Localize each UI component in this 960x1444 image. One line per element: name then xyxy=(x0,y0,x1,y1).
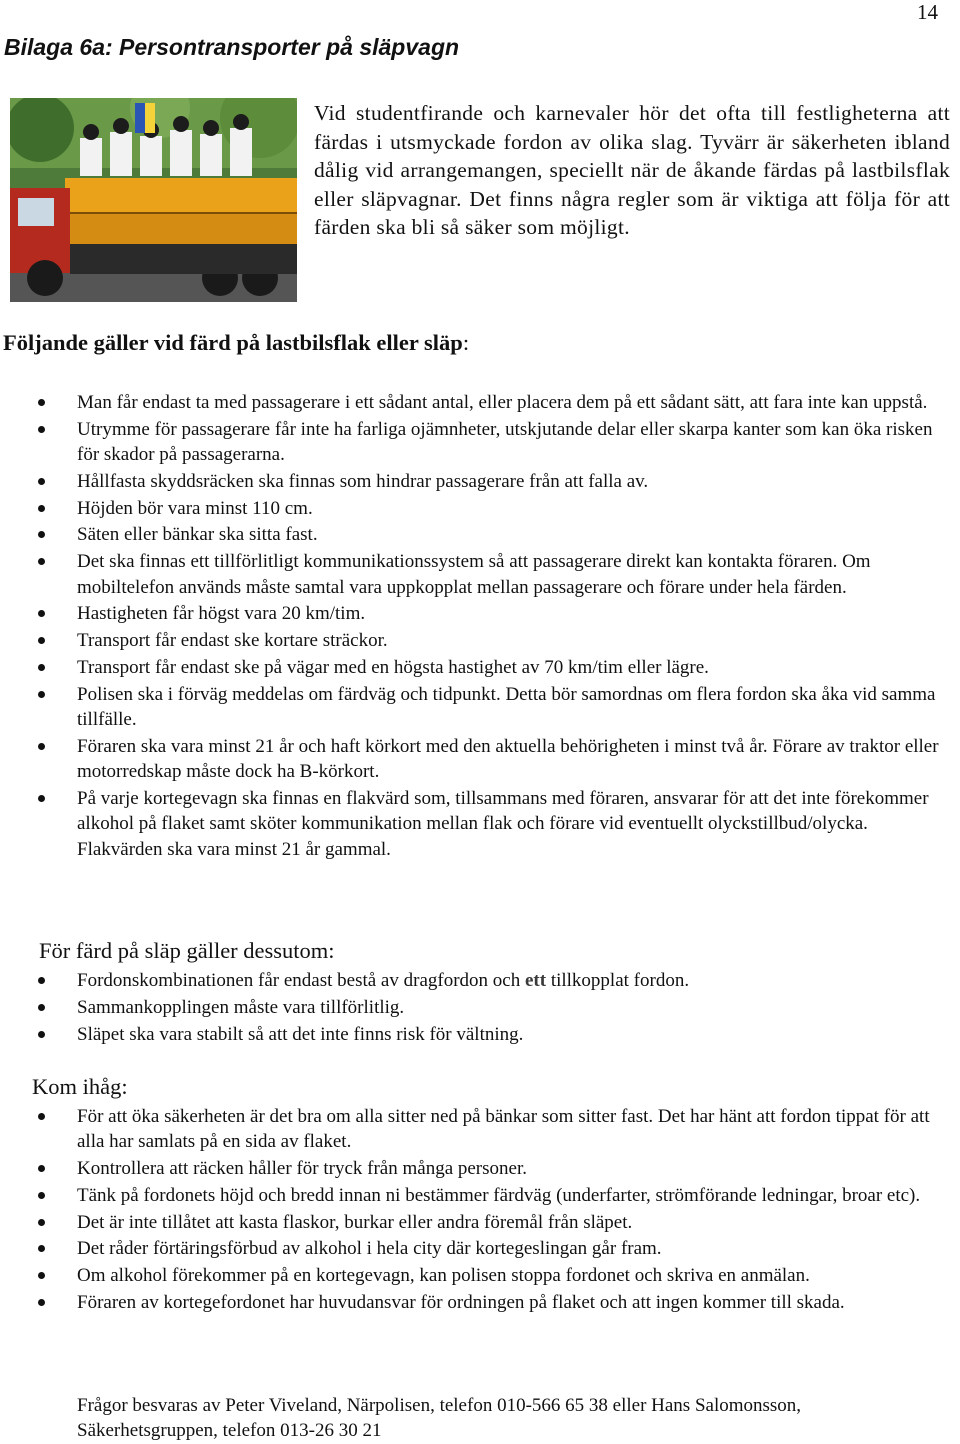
bullet-icon xyxy=(38,399,45,406)
list-item-text: Fordonskombinationen får endast bestå av dragfordon och xyxy=(77,970,525,991)
bullet-icon xyxy=(38,610,45,617)
flatbed-rules-list xyxy=(0,390,958,863)
list-item-text: För att öka säkerheten är det bra om alla sitter ned på bänkar som sitter fast. Det har hänt att fordon tippat för att alla har samlats på en sida av flaket. xyxy=(77,1106,930,1153)
list-item xyxy=(0,995,958,1020)
document-title: Bilaga 6a: Persontransporter på släpvagn xyxy=(4,34,460,60)
list-item xyxy=(0,1183,958,1208)
bullet-icon xyxy=(38,691,45,698)
list-item-text: Man får endast ta med passagerare i ett sådant antal, eller placera dem på ett sådant sätt, att fara inte kan uppstå. xyxy=(77,392,928,413)
bullet-icon xyxy=(38,426,45,433)
list-item-text: Det ska finnas ett tillförlitligt kommunikationssystem så att passagerare direkt kan kontakta föraren. Om mobiltelefon används måste samtal vara uppkopplat mellan passagerare och förare under hela färden. xyxy=(77,551,871,598)
page-number: 14 xyxy=(917,0,938,24)
bullet-icon xyxy=(38,478,45,485)
list-item-text: Det råder förtäringsförbud av alkohol i hela city där kortegeslingan går fram. xyxy=(77,1238,662,1260)
list-item-text: tillkopplat fordon. xyxy=(546,970,690,991)
list-item-text: Sammankopplingen måste vara tillförlitlig. xyxy=(77,996,405,1018)
bullet-icon xyxy=(38,1165,45,1172)
section-heading-remember: Kom ihåg: xyxy=(32,1074,128,1099)
list-item xyxy=(0,786,958,862)
section-heading-flatbed xyxy=(3,330,469,356)
bullet-icon xyxy=(38,1219,45,1226)
list-item-text: Föraren av kortegefordonet har huvudansvar för ordningen på flaket och att ingen kommer till skada. xyxy=(77,1292,845,1314)
list-item xyxy=(0,734,958,785)
list-item-text: Polisen ska i förväg meddelas om färdväg och tidpunkt. Detta bör samordnas om flera fordon ska åka vid samma tillfälle. xyxy=(77,683,936,731)
bullet-icon xyxy=(38,977,45,984)
list-item xyxy=(0,628,958,653)
bullet-icon xyxy=(38,1113,45,1120)
list-item xyxy=(0,522,958,547)
trailer-rules-list xyxy=(0,968,958,1048)
bullet-icon xyxy=(38,743,45,750)
list-item xyxy=(0,1236,958,1261)
bullet-icon xyxy=(38,1192,45,1199)
celebration-truck-photo xyxy=(10,98,297,302)
list-item-text: Det är inte tillåtet att kasta flaskor, burkar eller andra föremål från släpet. xyxy=(77,1211,633,1233)
list-item xyxy=(0,1263,958,1288)
list-item-text: Höjden bör vara minst 110 cm. xyxy=(77,497,313,519)
list-item-text: Utrymme för passagerare får inte ha farliga ojämnheter, utskjutande delar eller skarpa kanter som kan öka risken för skador på passagerarna. xyxy=(77,418,933,466)
remember-list xyxy=(0,1104,958,1317)
list-item xyxy=(0,1290,958,1315)
list-item-text: Släpet ska vara stabilt så att det inte finns risk för vältning. xyxy=(77,1023,524,1045)
list-item xyxy=(0,496,958,521)
list-item xyxy=(0,682,958,733)
list-item xyxy=(0,469,958,494)
bullet-icon xyxy=(38,1004,45,1011)
bullet-icon xyxy=(38,664,45,671)
list-item-text: På varje kortegevagn ska finnas en flakvärd som, tillsammans med föraren, ansvarar för att det inte förekommer alkohol på flaket samt sköter kommunikation mellan flak och förare vid eventuellt olyckstillbud/olycka. Flakvärden ska vara minst 21 år gammal. xyxy=(77,787,929,860)
list-item-text: Transport får endast ske på vägar med en högsta hastighet av 70 km/tim eller lägre. xyxy=(77,656,709,678)
list-item xyxy=(0,601,958,626)
list-item xyxy=(0,655,958,680)
bullet-icon xyxy=(38,1031,45,1038)
list-item xyxy=(0,1210,958,1235)
photo-illustration xyxy=(10,98,297,302)
list-item-text: Hastigheten får högst vara 20 km/tim. xyxy=(77,603,366,625)
list-item-text: Föraren ska vara minst 21 år och haft körkort med den aktuella behörigheten i minst två år. Förare av traktor eller motorredskap måste dock ha B-körkort. xyxy=(77,735,939,783)
list-item-text: Om alkohol förekommer på en kortegevagn, kan polisen stoppa fordonet och skriva en anmälan. xyxy=(77,1265,810,1287)
bullet-icon xyxy=(38,1299,45,1306)
bullet-icon xyxy=(38,1272,45,1279)
list-item-text: Hållfasta skyddsräcken ska finnas som hindrar passagerare från att falla av. xyxy=(77,470,649,492)
list-item xyxy=(0,968,958,993)
list-item-text: Kontrollera att räcken håller för tryck från många personer. xyxy=(77,1158,527,1180)
section-heading-text: Följande gäller vid färd på lastbilsflak eller släp xyxy=(3,330,463,355)
list-item xyxy=(0,390,958,415)
heading-colon: : xyxy=(462,330,470,355)
bullet-icon xyxy=(38,637,45,644)
emphasis-text: ett xyxy=(524,970,547,991)
list-item-text: Säten eller bänkar ska sitta fast. xyxy=(77,524,318,546)
bullet-icon xyxy=(38,795,45,802)
list-item xyxy=(0,1022,958,1047)
intro-paragraph: Vid studentfirande och karnevaler hör det ofta till festligheterna att färdas i utsmyckade fordon av olika slag. Tyvärr är säkerheten ibland dålig vid arrangemangen, speciellt när de åkande färdas på lastbilsflak eller släpvagnar. Det finns några regler som är viktiga att följa för att färden ska bli så säker som möjligt. xyxy=(314,101,950,239)
bullet-icon xyxy=(38,531,45,538)
contact-footer: Frågor besvaras av Peter Viveland, Närpolisen, telefon 010-566 65 38 eller Hans Salomonsson, Säkerhetsgruppen, telefon 013-26 30 21 xyxy=(77,1395,802,1441)
list-item xyxy=(0,1104,958,1155)
list-item xyxy=(0,549,958,600)
list-item xyxy=(0,417,958,468)
bullet-icon xyxy=(38,505,45,512)
section-heading-trailer: För färd på släp gäller dessutom: xyxy=(39,938,335,963)
list-item-text: Transport får endast ske kortare sträckor. xyxy=(77,630,388,652)
list-item xyxy=(0,1156,958,1181)
list-item-text: Tänk på fordonets höjd och bredd innan ni bestämmer färdväg (underfarter, strömförande ledningar, broar etc). xyxy=(77,1184,921,1206)
bullet-icon xyxy=(38,1245,45,1252)
bullet-icon xyxy=(38,558,45,565)
